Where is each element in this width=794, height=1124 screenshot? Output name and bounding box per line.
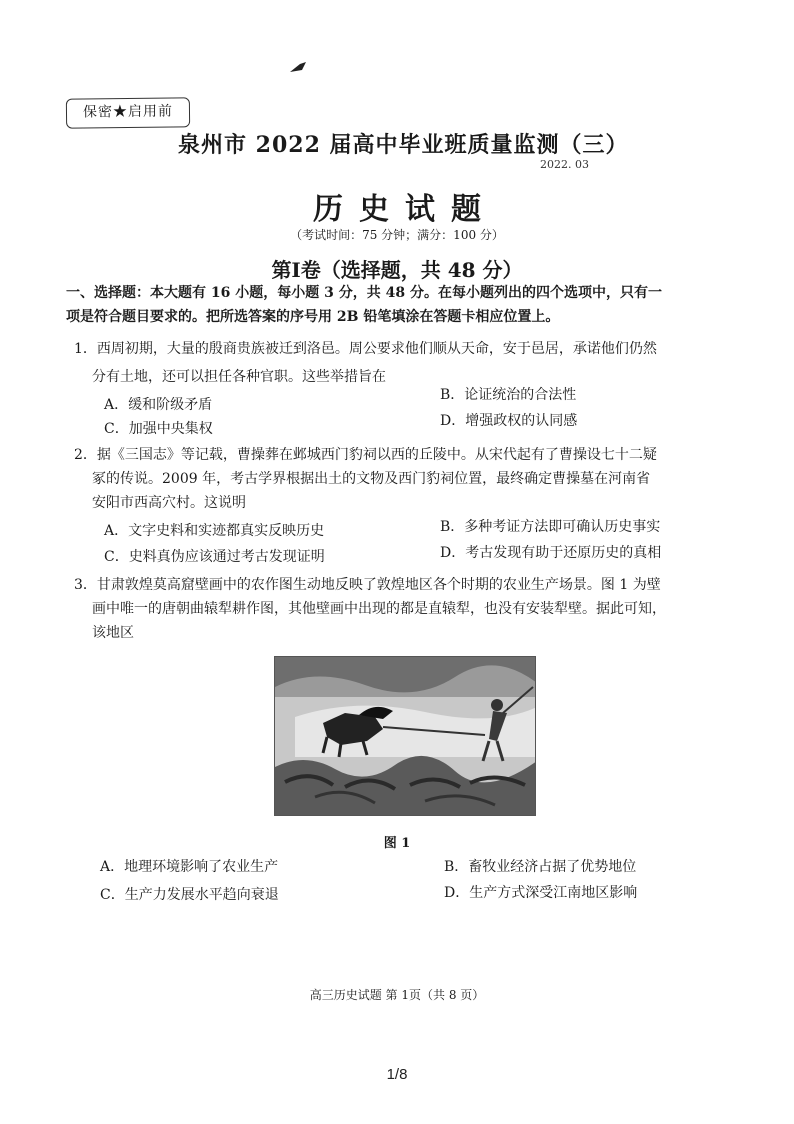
question-1-option-d: D．增强政权的认同感 — [440, 413, 578, 429]
question-2-option-d: D．考古发现有助于还原历史的真相 — [440, 545, 662, 561]
question-2-option-a: A．文字史料和实迹都真实反映历史 — [104, 523, 325, 539]
instruction-line: 项是符合题目要求的。把所选答案的序号用 2B 铅笔填涂在答题卡相应位置上。 — [66, 309, 560, 325]
page-footer: 高三历史试题 第 1页（共 8 页） — [309, 988, 485, 1002]
question-2-option-c: C．史料真伪应该通过考古发现证明 — [104, 549, 325, 565]
confidential-badge: 保密★启用前 — [66, 97, 190, 128]
question-3-option-a: A．地理环境影响了农业生产 — [100, 859, 279, 875]
exam-title: 泉州市 2022 届高中毕业班质量监测（三） — [178, 132, 629, 158]
question-2-stem: 冢的传说。2009 年，考古学界根据出土的文物及西门豹祠位置，最终确定曹操墓在河南省 — [92, 471, 651, 487]
question-3-option-b: B．畜牧业经济占据了优势地位 — [444, 859, 637, 875]
question-2-option-b: B．多种考证方法即可确认历史事实 — [440, 519, 661, 535]
question-1-option-a: A．缓和阶级矛盾 — [104, 397, 213, 413]
question-3-stem: 该地区 — [92, 625, 134, 641]
question-2-stem: 安阳市西高穴村。这说明 — [92, 495, 246, 511]
exam-date: 2022. 03 — [540, 158, 589, 171]
question-2-stem: 2．据《三国志》等记载，曹操葬在邺城西门豹祠以西的丘陵中。从宋代起有了曹操设七十二疑 — [74, 447, 657, 463]
scan-speck — [290, 62, 308, 74]
question-1-option-c: C．加强中央集权 — [104, 421, 213, 437]
question-3-option-d: D．生产方式深受江南地区影响 — [444, 885, 638, 901]
question-1-option-b: B．论证统治的合法性 — [440, 387, 577, 403]
mural-plowing-image — [274, 656, 536, 816]
question-1-stem: 1．西周初期，大量的殷商贵族被迁到洛邑。周公要求他们顺从天命，安于邑居，承诺他们仍然 — [74, 341, 657, 357]
page-indicator: 1/8 — [386, 1066, 408, 1083]
question-3-stem: 3．甘肃敦煌莫高窟壁画中的农作图生动地反映了敦煌地区各个时期的农业生产场景。图 1 为壁 — [74, 577, 661, 593]
subject-title: 历史试题 — [313, 192, 497, 227]
question-1-stem: 分有土地，还可以担任各种官职。这些举措旨在 — [92, 369, 386, 385]
figure-caption: 图 1 — [383, 836, 411, 851]
question-3-option-c: C．生产力发展水平趋向衰退 — [100, 887, 279, 903]
exam-info: （考试时间：75 分钟；满分：100 分） — [290, 228, 504, 242]
section-title: 第Ⅰ卷（选择题，共 48 分） — [271, 258, 523, 282]
instruction-line: 一、选择题：本大题有 16 小题，每小题 3 分，共 48 分。在每小题列出的四个选项中，只有一 — [66, 285, 662, 301]
question-3-stem: 画中唯一的唐朝曲辕犁耕作图，其他壁画中出现的都是直辕犁，也没有安装犁壁。据此可知， — [92, 601, 666, 617]
